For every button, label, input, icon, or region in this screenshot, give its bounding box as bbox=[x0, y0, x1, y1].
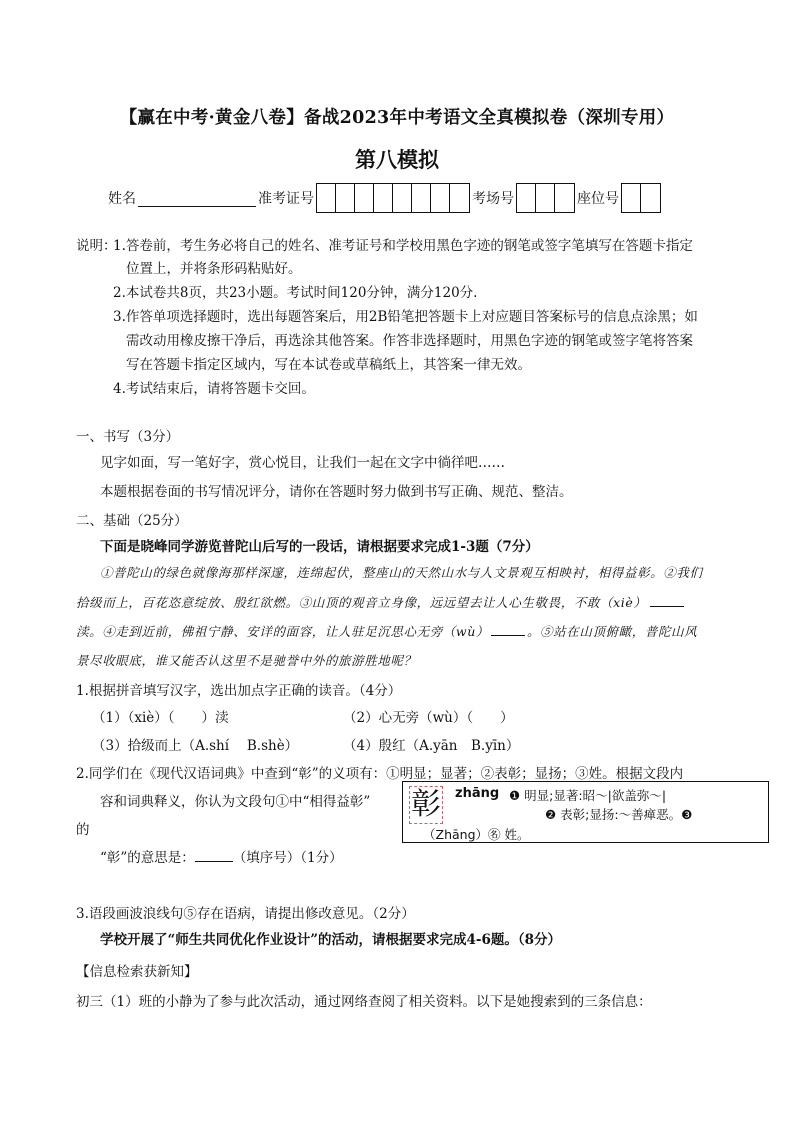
section1-heading: 一、书写（3分） bbox=[76, 429, 180, 445]
instruction-line: 3.作答单项选择题时，选出每题答案后，用2B铅笔把答题卡上对应题目答案标号的信息点涂黑；如 bbox=[113, 309, 698, 325]
question-1-item: （2）心无旁（wù）（ ） bbox=[343, 710, 514, 726]
passage-line: ①普陀山的绿色就像海那样深邃，连绵起伏，整座山的天然山水与人文景观互相映衬，相得益彰。②我们 bbox=[100, 565, 703, 580]
name-label: 姓名 bbox=[108, 191, 136, 207]
instruction-line: 位置上，并将条形码粘贴好。 bbox=[126, 261, 302, 277]
question-2-line: 2.同学们在《现代汉语词典》中查到“彰”的义项有：①明显；显著；②表彰；显扬；③姓。根据文段内 bbox=[76, 766, 684, 782]
exam-subtitle: 第八模拟 bbox=[355, 147, 439, 172]
question-2-line: 的 bbox=[76, 822, 90, 838]
dictionary-char: 彰 bbox=[411, 787, 441, 822]
exam-id-boxes[interactable] bbox=[316, 183, 470, 213]
instructions-label: 说明： bbox=[76, 238, 117, 254]
room-boxes[interactable] bbox=[516, 183, 575, 213]
answer-blank[interactable] bbox=[650, 593, 684, 607]
dictionary-entry bbox=[402, 781, 769, 843]
question-1-item: （3）拾级而上（A.shí B.shè） bbox=[92, 738, 299, 754]
question-1-item: （4）殷红（A.yān B.yīn） bbox=[343, 738, 520, 754]
seat-boxes[interactable] bbox=[621, 183, 661, 213]
info-text: 初三（1）班的小静为了参与此次活动，通过网络查阅了相关资料。以下是她搜索到的三条信息： bbox=[76, 994, 652, 1010]
name-field[interactable] bbox=[138, 190, 256, 207]
section2-intro-2: 学校开展了“师生共同优化作业设计”的活动，请根据要求完成4-6题。（8分） bbox=[100, 932, 562, 948]
instruction-line: 写在答题卡指定区域内，写在本试卷或草稿纸上，其答案一律无效。 bbox=[126, 357, 531, 373]
info-heading: 【信息检索获新知】 bbox=[76, 964, 198, 980]
question-1-item: （1）（xiè）（ ）渎 bbox=[92, 710, 229, 726]
passage-line: 拾级而上，百花恣意绽放、殷红欲燃。③山顶的观音立身像，远远望去让人心生敬畏，不敢（xiè） bbox=[76, 593, 684, 611]
dictionary-sense: （Zhāng）㊔ 姓。 bbox=[423, 827, 530, 842]
instruction-line: 4.考试结束后，请将答题卡交回。 bbox=[113, 381, 315, 397]
question-2-line: “彰”的意思是： （填序号）（1分） bbox=[100, 850, 343, 866]
seat-label: 座位号 bbox=[577, 191, 619, 207]
instruction-line: 2.本试卷共8页，共23小题。考试时间120分钟，满分120分. bbox=[113, 285, 478, 301]
answer-blank[interactable] bbox=[491, 622, 525, 636]
section1-paragraph: 见字如面，写一笔好字，赏心悦目，让我们一起在文字中徜徉吧…… bbox=[100, 455, 505, 471]
question-2-line: 容和词典释义，你认为文段句①中“相得益彰” bbox=[100, 794, 371, 810]
section1-paragraph: 本题根据卷面的书写情况评分，请你在答题时努力做到书写正确、规范、整洁。 bbox=[100, 484, 573, 500]
dictionary-sense: ❶ 明显;显著:昭～|欲盖弥～| bbox=[509, 788, 667, 803]
answer-blank[interactable] bbox=[195, 848, 233, 862]
section2-intro: 下面是晓峰同学游览普陀山后写的一段话，请根据要求完成1-3题（7分） bbox=[100, 539, 539, 555]
room-label: 考场号 bbox=[472, 191, 514, 207]
section2-heading: 二、基础（25分） bbox=[76, 513, 188, 529]
instruction-line: 1.答卷前，考生务必将自己的姓名、准考证号和学校用黑色字迹的钢笔或签字笔填写在答题卡指定 bbox=[113, 238, 693, 254]
exam-title: 【赢在中考·黄金八卷】备战2023年中考语文全真模拟卷（深圳专用） bbox=[119, 108, 675, 128]
question-3: 3.语段画波浪线句⑤存在语病，请提出修改意见。（2分） bbox=[76, 906, 415, 922]
passage-line: 渎。④走到近前，佛祖宁静、安详的面容，让人驻足沉思心无旁（wù） 。⑤站在山顶俯瞰，普陀山风 bbox=[76, 624, 698, 639]
dictionary-pinyin: zhāng bbox=[455, 786, 500, 801]
question-1-stem: 1.根据拼音填写汉字，选出加点字正确的读音。（4分） bbox=[76, 683, 402, 699]
dictionary-sense: ❷ 表彰;显扬:～善瘅恶。❸ bbox=[545, 807, 693, 822]
exam-id-label: 准考证号 bbox=[258, 191, 314, 207]
passage-line: 景尽收眼底，谁又能否认这里不是驰誉中外的旅游胜地呢？ bbox=[76, 653, 417, 668]
instruction-line: 需改动用橡皮擦干净后，再选涂其他答案。作答非选择题时，用黑色字迹的钢笔或签字笔将答案 bbox=[126, 333, 693, 349]
student-info-row bbox=[108, 183, 663, 213]
